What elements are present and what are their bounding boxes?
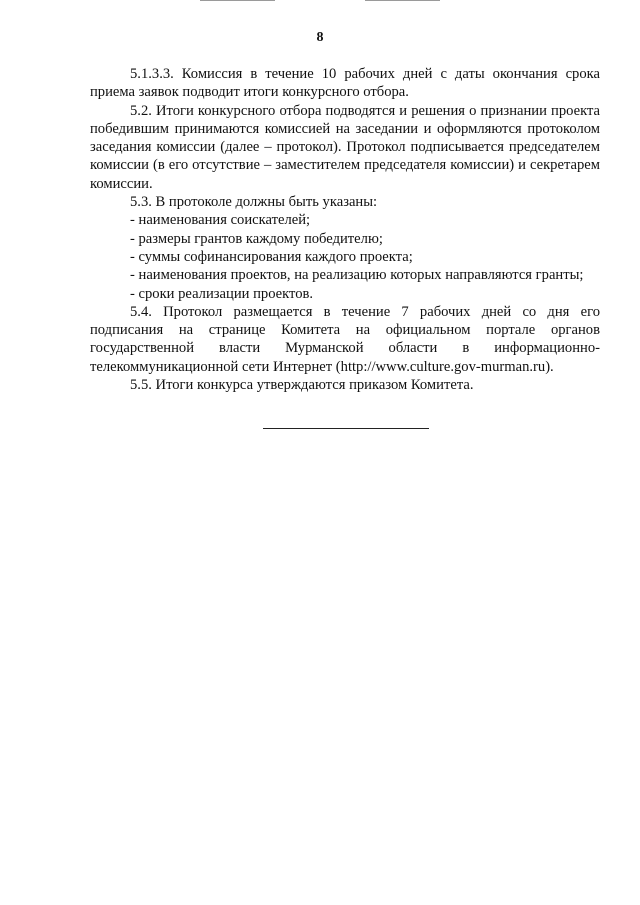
end-of-document-rule [263,428,429,429]
document-body [90,65,600,394]
list-item: - сроки реализации проектов. [130,285,314,302]
paragraph-5-1-3-3: 5.1.3.3. Комиссия в течение 10 рабочих дней с даты окончания срока приема заявок подводит итоги конкурсного отбора. [90,66,600,101]
paragraph-5-2: 5.2. Итоги конкурсного отбора подводятся и решения о признании проекта победившим принимаются комиссией на заседании и оформляются протоколом заседания комиссии (далее – протокол). Протокол подписывается председателем комиссии (в его отсутствие – заместителем председателя комиссии) и секретарем комиссии. [90,102,600,192]
scan-edge-mark [365,0,440,1]
list-item: - наименования соискателей; [130,212,311,229]
paragraph-5-3: 5.3. В протоколе должны быть указаны: [130,194,378,211]
list-item: - суммы софинансирования каждого проекта; [130,248,413,265]
paragraph-5-4: 5.4. Протокол размещается в течение 7 рабочих дней со дня его подписания на странице Комитета на официальном портале органов государственной власти Мурманской области в информационно-телекоммуникационной сети Интернет (http://www.culture.gov-murman.ru). [90,303,600,375]
scan-edge-mark [200,0,275,1]
paragraph-5-5: 5.5. Итоги конкурса утверждаются приказом Комитета. [130,377,474,394]
page-number: 8 [316,30,324,45]
list-item: - наименования проектов, на реализацию которых направляются гранты; [130,267,584,284]
list-item: - размеры грантов каждому победителю; [130,230,383,247]
